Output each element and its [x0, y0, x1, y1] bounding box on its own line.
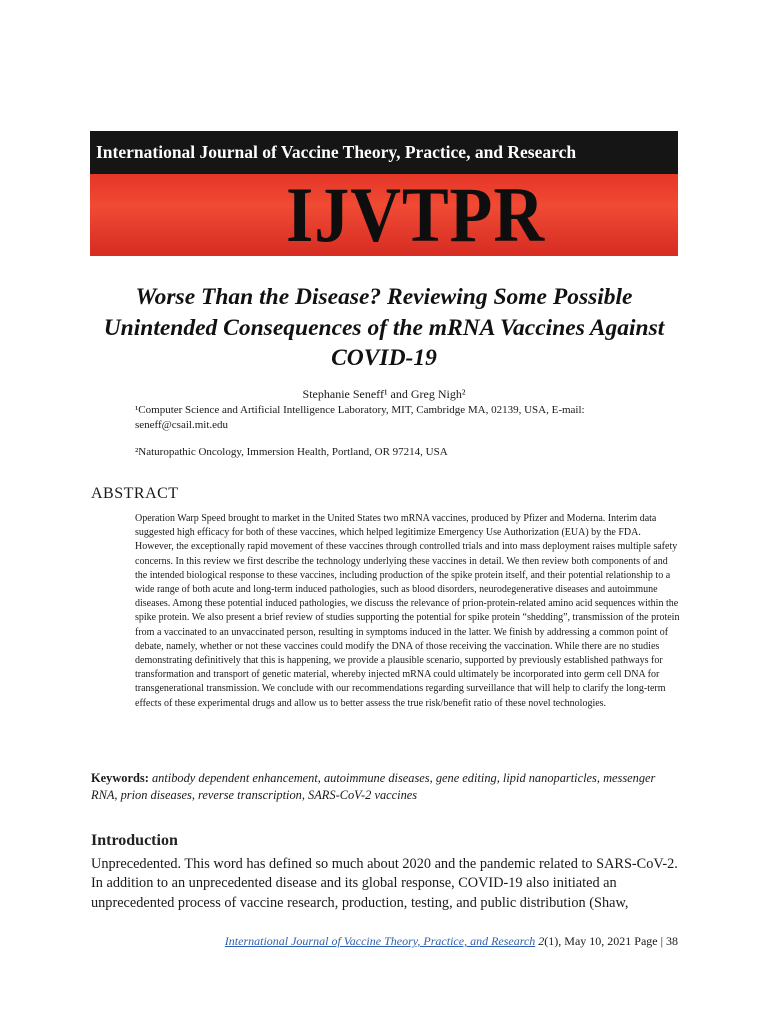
- abstract-heading: ABSTRACT: [91, 485, 179, 502]
- introduction-text: Unprecedented. This word has defined so much about 2020 and the pandemic related to SARS-CoV-2. In addition to an unprecedented disease and its global response, COVID-19 also initiated an unprecedented process of vaccine research, production, testing, and public distribution (Shaw,: [91, 856, 678, 911]
- journal-name: International Journal of Vaccine Theory, Practice, and Research: [90, 131, 678, 174]
- affiliation-2: ²Naturopathic Oncology, Immersion Health, Portland, OR 97214, USA: [135, 446, 448, 458]
- keywords-text: antibody dependent enhancement, autoimmune diseases, gene editing, lipid nanoparticles, messenger RNA, prion diseases, reverse transcription, SARS-CoV-2 vaccines: [91, 771, 656, 802]
- footer-volume: 2: [538, 934, 545, 948]
- keywords: [91, 770, 681, 804]
- footer-issue-page: (1), May 10, 2021 Page | 38: [544, 934, 678, 948]
- journal-banner: [90, 131, 678, 256]
- abstract-text: Operation Warp Speed brought to market in the United States two mRNA vaccines, produced by Pfizer and Moderna. Interim data suggested high efficacy for both of these vaccines, which helped legitimize Emergency Use Authorization (EUA) by the FDA. However, the exceptionally rapid movement of these vaccines through controlled trials and into mass deployment raises multiple safety concerns. In this review we first describe the technology underlying these vaccines in detail. We then review both components of and the intended biological response to these vaccines, including production of the spike protein itself, and their potential relationship to a wide range of both acute and long-term induced pathologies, such as blood disorders, neurodegenerative diseases and autoimmune diseases. Among these potential induced pathologies, we discuss the relevance of prion-protein-related amino acid sequences within the spike protein. We also present a brief review of studies supporting the potential for spike protein “shedding”, transmission of the protein from a vaccinated to an unvaccinated person, resulting in symptoms induced in the latter. We finish by addressing a common point of debate, namely, whether or not these vaccines could modify the DNA of those receiving the vaccination. While there are no studies demonstrating definitively that this is happening, we provide a plausible scenario, supported by previously established pathways for transformation and transport of genetic material, whereby injected mRNA could ultimately be incorporated into germ cell DNA for transgenerational transmission. We conclude with our recommendations regarding surveillance that will help to clarify the long-term effects of these experimental drugs and allow us to better assess the true risk/benefit ratio of these novel technologies.: [135, 513, 680, 709]
- article-title: Worse Than the Disease? Reviewing Some Possible Unintended Consequences of the mRNA Vaccines Against COVID-19: [103, 284, 665, 371]
- keywords-label: Keywords:: [91, 771, 149, 785]
- article-authors: Stephanie Seneff¹ and Greg Nigh²: [302, 387, 466, 401]
- introduction-heading: Introduction: [91, 832, 178, 849]
- journal-acronym-logo: IJVTPR: [286, 171, 545, 256]
- journal-link[interactable]: International Journal of Vaccine Theory, Practice, and Research: [224, 934, 536, 948]
- page-footer: [225, 933, 678, 949]
- affiliation-1: ¹Computer Science and Artificial Intelligence Laboratory, MIT, Cambridge MA, 02139, USA, E-mail: seneff@csail.mit.edu: [135, 404, 585, 431]
